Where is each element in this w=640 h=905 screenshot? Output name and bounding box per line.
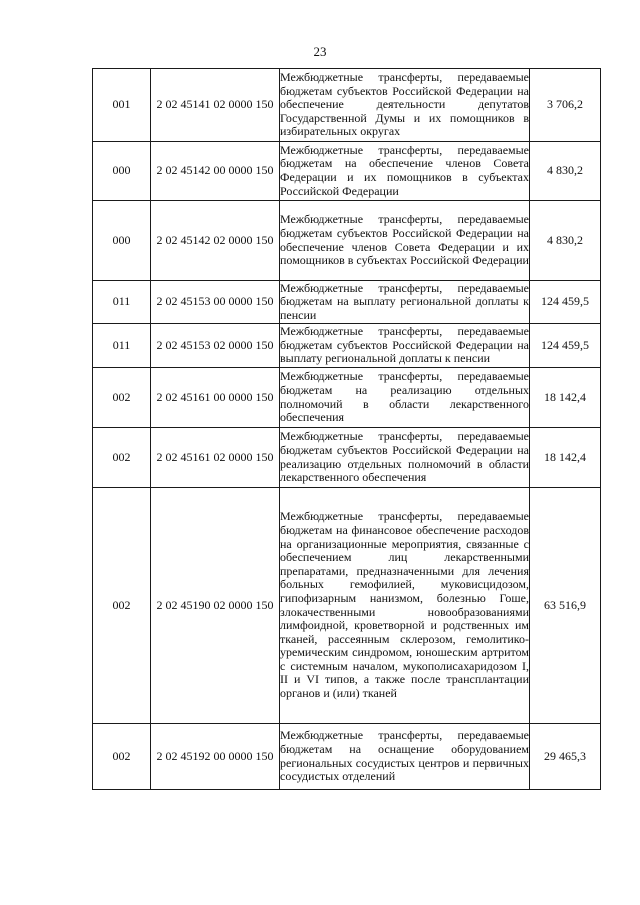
table-row <box>93 324 601 368</box>
budget-code-cell: 2 02 45153 00 0000 150 <box>151 281 280 324</box>
amount-cell: 3 706,2 <box>530 69 601 142</box>
transfer-name-text: Межбюджетные трансферты, передаваемые бюджетам на обеспечение членов Совета Федерации и их помощников в субъектах Российской Федерации <box>280 142 529 198</box>
transfer-name-text: Межбюджетные трансферты, передаваемые бюджетам субъектов Российской Федерации на обеспечение членов Совета Федерации и их помощников в субъектах Российской Федерации <box>280 212 529 268</box>
admin-code-cell: 000 <box>93 201 151 281</box>
amount-cell: 124 459,5 <box>530 281 601 324</box>
transfer-name-text: Межбюджетные трансферты, передаваемые бюджетам на реализацию отдельных полномочий в области лекарственного обеспечения <box>280 369 529 425</box>
transfer-name-text: Межбюджетные трансферты, передаваемые бюджетам на финансовое обеспечение расходов на организационные мероприятия, связанные с обеспечением лиц лекарственными препаратами, предназначенными для лечения больных гемофилией, муковисцидозом, гипофизарным нанизмом, болезнью Гоше, злокачественными новообразованиями лимфоидной, кроветворной и родственных им тканей, рассеянным склерозом, гемолитико-уремическим синдромом, юношеским артритом с системным началом, мукополисахаридозом I, II и VI типов, а также после трансплантации органов и (или) тканей <box>280 509 529 701</box>
budget-code-cell: 2 02 45161 02 0000 150 <box>151 428 280 488</box>
budget-code-cell: 2 02 45141 02 0000 150 <box>151 69 280 142</box>
admin-code-cell: 002 <box>93 724 151 790</box>
transfer-name-text: Межбюджетные трансферты, передаваемые бюджетам субъектов Российской Федерации на выплату региональной доплаты к пенсии <box>280 324 529 366</box>
transfer-name-cell <box>280 488 530 724</box>
table-row <box>93 368 601 428</box>
admin-code-cell: 011 <box>93 324 151 368</box>
transfer-name-cell <box>280 281 530 324</box>
amount-cell: 63 516,9 <box>530 488 601 724</box>
table-row <box>93 428 601 488</box>
admin-code-cell: 002 <box>93 368 151 428</box>
admin-code-cell: 011 <box>93 281 151 324</box>
table-row <box>93 724 601 790</box>
transfer-name-cell <box>280 428 530 488</box>
budget-table <box>92 68 601 790</box>
admin-code-cell: 001 <box>93 69 151 142</box>
transfer-name-cell <box>280 201 530 281</box>
transfer-name-cell <box>280 324 530 368</box>
amount-cell: 18 142,4 <box>530 368 601 428</box>
budget-code-cell: 2 02 45142 00 0000 150 <box>151 142 280 201</box>
budget-code-cell: 2 02 45161 00 0000 150 <box>151 368 280 428</box>
table-row <box>93 142 601 201</box>
admin-code-cell: 002 <box>93 428 151 488</box>
transfer-name-text: Межбюджетные трансферты, передаваемые бюджетам субъектов Российской Федерации на реализацию отдельных полномочий в области лекарственного обеспечения <box>280 429 529 485</box>
amount-cell: 124 459,5 <box>530 324 601 368</box>
table-row <box>93 69 601 142</box>
budget-code-cell: 2 02 45153 02 0000 150 <box>151 324 280 368</box>
table-row <box>93 201 601 281</box>
transfer-name-cell <box>280 69 530 142</box>
amount-cell: 29 465,3 <box>530 724 601 790</box>
transfer-name-text: Межбюджетные трансферты, передаваемые бюджетам субъектов Российской Федерации на обеспечение деятельности депутатов Государственной Думы и их помощников в избирательных округах <box>280 70 529 139</box>
budget-code-cell: 2 02 45192 00 0000 150 <box>151 724 280 790</box>
admin-code-cell: 002 <box>93 488 151 724</box>
budget-code-cell: 2 02 45190 02 0000 150 <box>151 488 280 724</box>
transfer-name-cell <box>280 724 530 790</box>
amount-cell: 4 830,2 <box>530 201 601 281</box>
amount-cell: 18 142,4 <box>530 428 601 488</box>
admin-code-cell: 000 <box>93 142 151 201</box>
transfer-name-cell <box>280 142 530 201</box>
table-row <box>93 281 601 324</box>
transfer-name-text: Межбюджетные трансферты, передаваемые бюджетам на оснащение оборудованием региональных сосудистых центров и первичных сосудистых отделений <box>280 728 529 784</box>
transfer-name-cell <box>280 368 530 428</box>
table-row <box>93 488 601 724</box>
transfer-name-text: Межбюджетные трансферты, передаваемые бюджетам на выплату региональной доплаты к пенсии <box>280 280 529 322</box>
budget-code-cell: 2 02 45142 02 0000 150 <box>151 201 280 281</box>
amount-cell: 4 830,2 <box>530 142 601 201</box>
page-number: 23 <box>313 44 327 59</box>
